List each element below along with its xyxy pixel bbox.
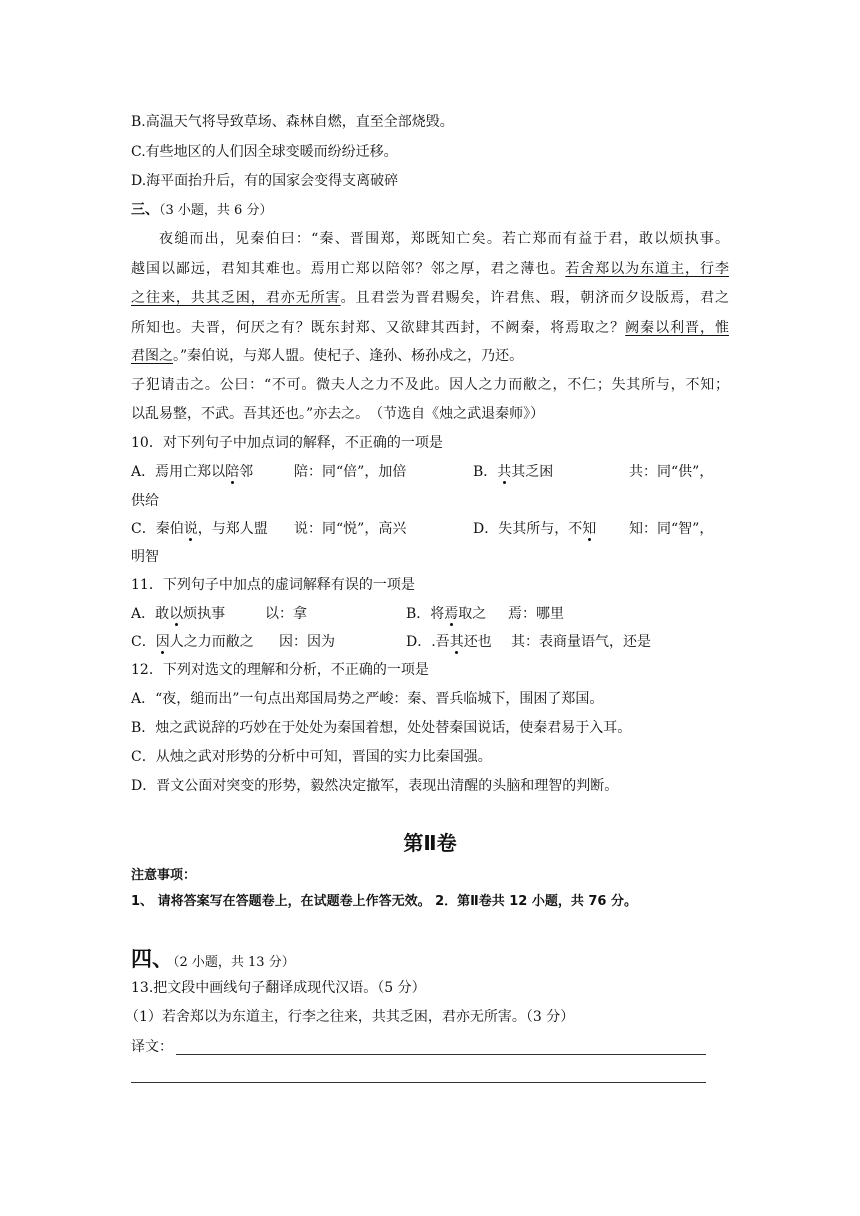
q10-option-b-explanation: 共：同“供”， — [629, 464, 714, 480]
option-text: 其乏困 — [511, 464, 554, 480]
dotted-word: 其 — [449, 634, 464, 650]
question-12-stem: 12．下列对选文的理解和分析，不正确的一项是 — [131, 662, 429, 678]
section-3-heading: 三、 — [131, 202, 159, 218]
passage-line-3 — [131, 288, 729, 308]
q10-option-a-explanation: 陪：同“倍”，加倍 — [294, 464, 407, 480]
q11-option-a — [131, 604, 225, 624]
dotted-word: 以 — [169, 606, 184, 622]
q11-option-b — [406, 604, 486, 624]
passage-text: 。”秦伯说，与郑人盟。使杞子、逢孙、杨孙戍之，乃还。 — [173, 348, 524, 364]
underlined-sentence-2b: 君图之 — [131, 348, 173, 364]
option-text: B． — [473, 464, 498, 480]
notice-text: 1、 请将答案写在答题卷上，在试题卷上作答无效。 2．第Ⅱ卷共 12 小题，共 76 分。 — [131, 894, 637, 909]
option-text: C． — [131, 634, 156, 650]
q10-option-d-explanation: 知：同“智”， — [629, 521, 714, 537]
underlined-sentence-2a: 阙秦以利晋，惟 — [625, 320, 730, 336]
dotted-word: 共 — [497, 464, 512, 480]
option-text: D．失其所与，不 — [473, 521, 583, 537]
option-text: 人之力而敝之 — [169, 634, 254, 650]
q10-option-a — [131, 462, 253, 482]
notice-label: 注意事项： — [131, 868, 197, 883]
option-text: A．敢 — [131, 606, 170, 622]
q11-option-a-explanation: 以：拿 — [265, 606, 307, 622]
question-10-stem: 10．对下列句子中加点词的解释，不正确的一项是 — [131, 435, 443, 451]
section-3-header — [131, 200, 272, 221]
q12-option-c: C．从烛之武对形势的分析中可知，晋国的实力比秦国强。 — [131, 749, 492, 765]
passage-line-2 — [131, 259, 729, 279]
q10-option-b — [473, 462, 553, 482]
dotted-word: 焉 — [444, 606, 459, 622]
option-text: D．.吾 — [406, 634, 450, 650]
q11-option-d-explanation: 其：表商量语气，还是 — [511, 634, 651, 650]
answer-line-1[interactable] — [176, 1054, 706, 1055]
underlined-sentence-1a: 若舍郑以为东道主，行李 — [565, 261, 730, 277]
option-text: 烦执事 — [183, 606, 226, 622]
answer-line-2[interactable] — [131, 1082, 706, 1083]
passage-line-7: 以乱易整，不武。吾其还也。”亦去之。 （节选自《烛之武退秦师》） — [131, 406, 545, 422]
passage-line-4 — [131, 318, 729, 338]
option-text: C．秦伯 — [131, 521, 184, 537]
q11-option-c-explanation: 因：因为 — [279, 634, 335, 650]
option-text: ，与郑人盟 — [197, 521, 268, 537]
section-4-header — [131, 946, 295, 976]
passage-line-6: 子犯请击之。公曰：“不可。微夫人之力不及此。因人之力而敝之，不仁；失其所与，不知； — [131, 377, 729, 393]
passage-text: 所知也。夫晋，何厌之有？既东封郑、又欲肆其西封，不阙秦，将焉取之？ — [131, 320, 626, 336]
q11-option-c — [131, 632, 254, 652]
option-text: 还也 — [463, 634, 492, 650]
option-d-prev: D.海平面抬升后，有的国家会变得支离破碎 — [131, 173, 399, 189]
passage-line-1: 夜缒而出，见秦伯曰：“秦、晋围郑，郑既知亡矣。若亡郑而有益于君，敢以烦执事。 — [159, 231, 729, 247]
option-text: 取之 — [458, 606, 487, 622]
q10-option-c-explanation: 说：同“悦”，高兴 — [294, 521, 407, 537]
q12-option-d: D．晋文公面对突变的形势，毅然决定撤军，表现出清醒的头脑和理智的判断。 — [131, 778, 619, 794]
dotted-word: 知 — [582, 521, 597, 537]
question-13-stem: 13.把文段中画线句子翻译成现代汉语。（5 分） — [131, 980, 426, 996]
option-text: B．将 — [406, 606, 445, 622]
passage-text: 越国以鄙远，君知其难也。焉用亡郑以陪邻？邻之厚，君之薄也。 — [131, 261, 566, 277]
answer-label: 译文： — [131, 1039, 173, 1055]
dotted-word: 说 — [183, 521, 198, 537]
q13-sub-question-1: （1）若舍郑以为东道主，行李之往来，共其乏困，君亦无所害。（3 分） — [125, 1009, 575, 1025]
underlined-sentence-1b: 之往来，共其乏困，君亦无所害 — [131, 290, 341, 306]
section-3-info: （3 小题，共 6 分） — [159, 203, 273, 218]
passage-text: 。且君尝为晋君赐矣，许君焦、瑕，朝济而夕设版焉，君之 — [340, 290, 729, 306]
option-text: 邻 — [239, 464, 254, 480]
q10-option-d-wrap: 明智 — [131, 549, 159, 565]
q10-option-c — [131, 519, 268, 539]
dotted-word: 因 — [155, 634, 170, 650]
passage-line-5 — [131, 346, 523, 366]
dotted-word: 陪 — [225, 464, 240, 480]
part-2-title: 第Ⅱ卷 — [403, 831, 457, 855]
section-4-info: （2 小题，共 13 分） — [173, 955, 295, 970]
option-text: A．焉用亡郑以 — [131, 464, 226, 480]
q11-option-b-explanation: 焉：哪里 — [508, 606, 564, 622]
q10-option-d — [473, 519, 596, 539]
option-c-prev: C.有些地区的人们因全球变暖而纷纷迁移。 — [131, 144, 398, 160]
q12-option-a: A．“夜，缒而出”一句点出郑国局势之严峻：秦、晋兵临城下，围困了郑国。 — [131, 691, 604, 707]
option-b-prev: B.高温天气将导致草场、森林自燃，直至全部烧毁。 — [131, 114, 454, 130]
section-4-heading: 四、 — [131, 947, 173, 971]
q10-option-b-wrap: 供给 — [131, 493, 159, 509]
q11-option-d — [406, 632, 492, 652]
question-11-stem: 11．下列句子中加点的虚词解释有误的一项是 — [131, 577, 415, 593]
q12-option-b: B．烛之武说辞的巧妙在于处处为秦国着想，处处替秦国说话，使秦君易于入耳。 — [131, 720, 632, 736]
